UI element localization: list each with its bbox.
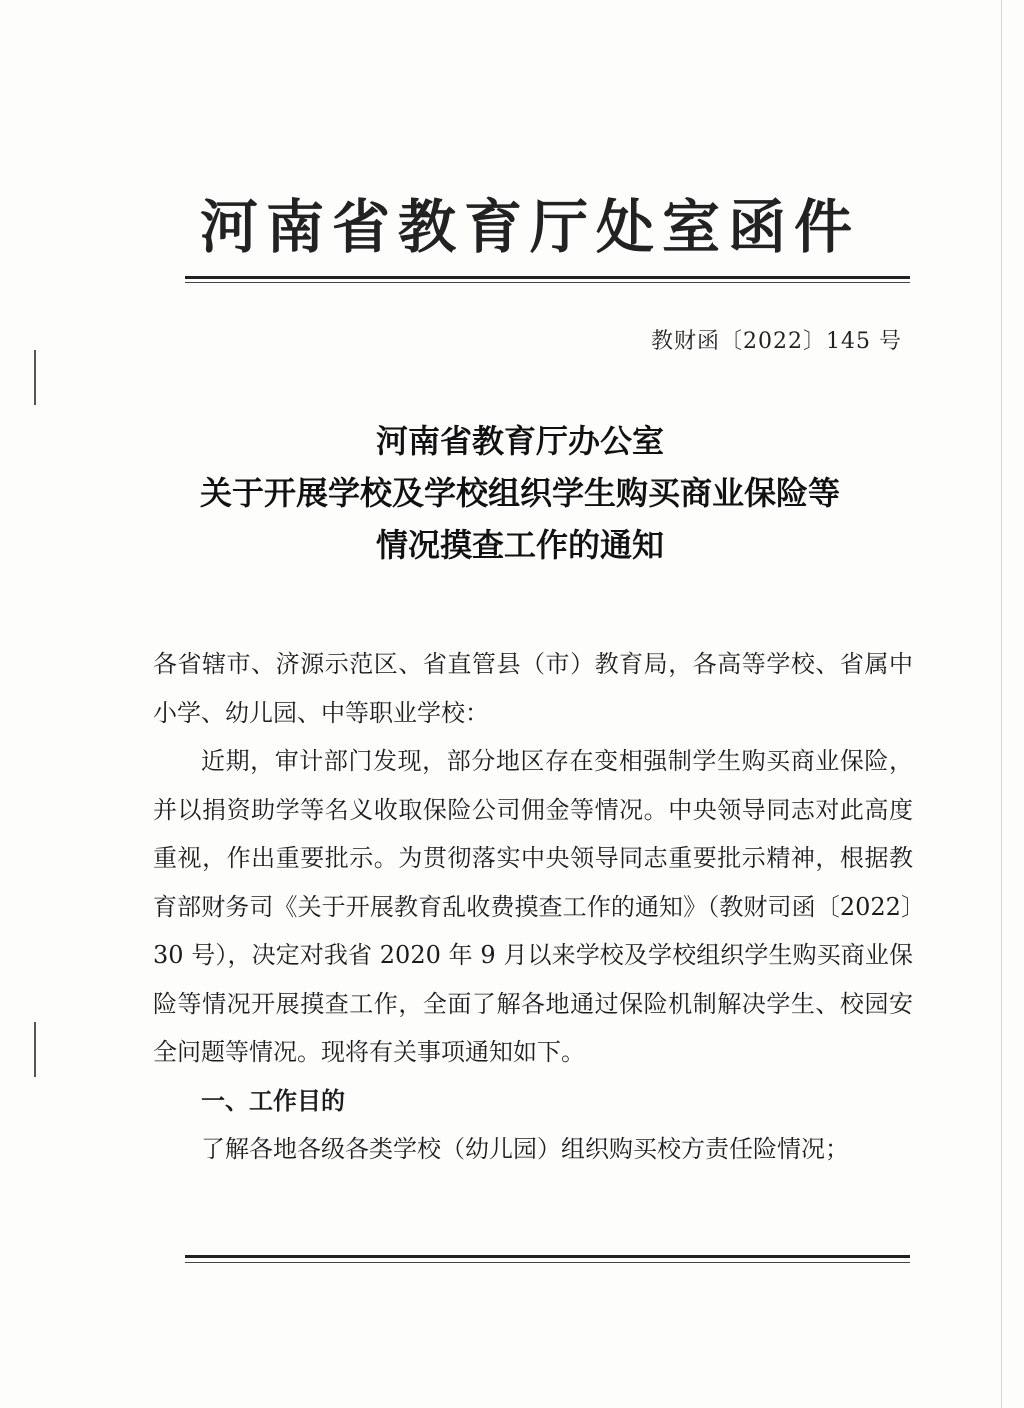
body-paragraph: 近期，审计部门发现，部分地区存在变相强制学生购买商业保险，并以捐资助学等名义收取保险公司佣金等情况。中央领导同志对此高度重视，作出重要批示。为贯彻落实中央领导同志重要批示精神，根据教育部财务司《关于开展教育乱收费摸查工作的通知》（教财司函〔2022〕30 号），决定对我省 2020 年 9 月以来学校及学校组织学生购买商业保险等情况开展摸查工作，全面了解各地通过保险机制解决学生、校园安全问题等情况。现将有关事项通知如下。 [153, 747, 913, 1066]
scan-artifact-mark [34, 1022, 36, 1077]
document-title [120, 415, 920, 571]
title-line-2: 关于开展学校及学校组织学生购买商业保险等 [199, 474, 840, 512]
salutation: 各省辖市、济源示范区、省直管县（市）教育局，各高等学校、省属中小学、幼儿园、中等职业学校： [153, 650, 913, 727]
document-number: 教财函〔2022〕145 号 [651, 329, 902, 354]
letterhead-rule-thin [185, 282, 910, 283]
body-paragraph: 了解各地各级各类学校（幼儿园）组织购买校方责任险情况； [201, 1135, 849, 1163]
section-heading: 一、工作目的 [201, 1086, 345, 1115]
scan-page-edge [1001, 0, 1002, 1408]
document-body [153, 640, 913, 1174]
footer-rule [185, 1255, 910, 1258]
scan-artifact-mark [34, 350, 36, 405]
footer-rule-thin [185, 1262, 910, 1263]
letterhead-title: 河南省教育厅处室函件 [199, 193, 860, 261]
title-line-3: 情况摸查工作的通知 [375, 526, 664, 564]
letterhead-rule [185, 276, 910, 279]
title-line-1: 河南省教育厅办公室 [375, 422, 664, 460]
